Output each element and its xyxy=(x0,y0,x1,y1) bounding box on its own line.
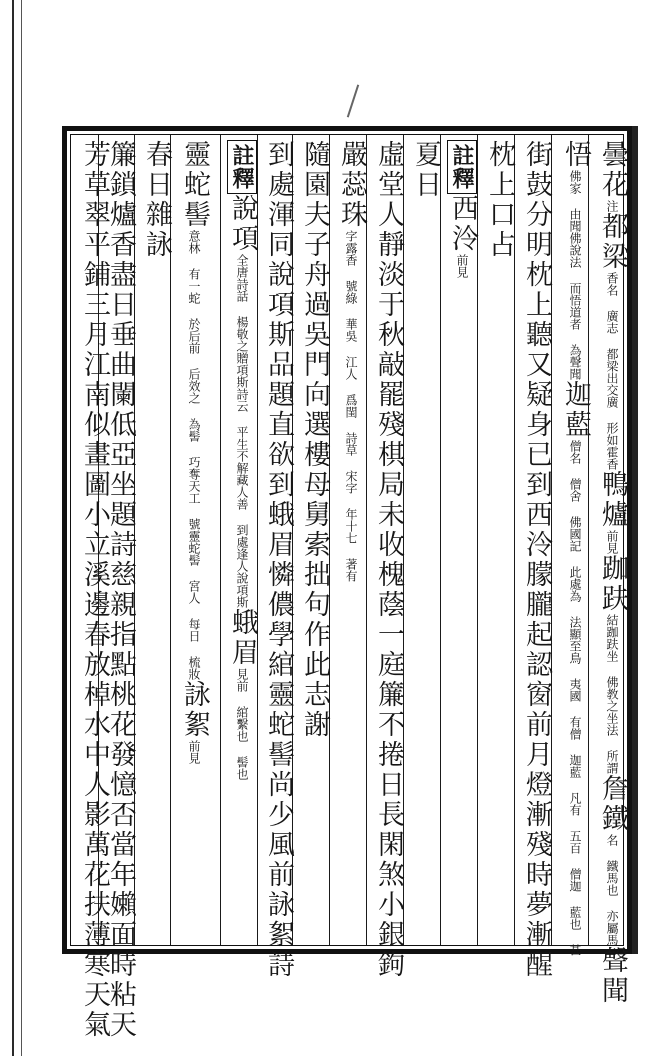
main-text: 西泠 xyxy=(447,194,478,254)
annotation-note: 僧名 僧舍 佛國記 此處為 法顯至鳥 夷國 有僧 迦藍 凡有 五百 僧迦 藍也 甚 xyxy=(568,440,582,956)
binding-edge-line xyxy=(12,0,14,1056)
text-column-6-title xyxy=(405,140,445,940)
main-text: 隨園夫子舟過吳門向選樓母舅索拙句作此志謝 xyxy=(299,140,330,740)
main-text: 詠絮 xyxy=(179,680,210,740)
annotation-note: 見前 綰繫也 髻也 xyxy=(235,668,249,780)
main-text: 嚴蕊珠 xyxy=(336,140,367,230)
annotation-label-box: 註釋 xyxy=(227,140,257,194)
main-text: 迦藍 xyxy=(560,380,591,440)
main-text: 曇花 xyxy=(597,140,628,200)
main-text: 靈蛇髻 xyxy=(179,140,210,230)
right-margin-bar xyxy=(632,126,638,954)
text-column-9 xyxy=(294,140,334,940)
text-column-10 xyxy=(258,140,298,980)
column-rule xyxy=(220,135,221,945)
annotation-note: 前見 xyxy=(455,254,469,278)
main-text: 跏趺 xyxy=(597,554,628,614)
main-text: 春日雜詠 xyxy=(141,140,172,260)
stray-mark xyxy=(347,85,359,118)
main-text: 鴨爐 xyxy=(597,470,628,530)
main-text: 街鼓分明枕上聽又疑身已到西泠朦朧起認窗前月燈漸殘時夢漸醒 xyxy=(521,140,552,980)
annotation-note: 注 xyxy=(605,200,619,212)
main-text: 芳草翠平鋪三月江南似畫圖小立溪邊春放棹水中人影萬花扶 xyxy=(79,140,110,920)
main-text: 都梁 xyxy=(597,212,628,272)
annotation-note: 佛家 由聞佛說法 而悟道者 為聲聞 xyxy=(568,170,582,380)
main-text: 悟 xyxy=(560,140,591,170)
annotation-note: 結跏趺坐 佛教之坐法 所謂 xyxy=(605,614,619,774)
main-text: 薄寒天氣 xyxy=(79,920,110,1040)
main-text: 簾鎖爐香盡日垂曲闌低亞坐題詩慈親指點桃花發憶否當年嬾面時 xyxy=(105,140,136,980)
main-text: 夏日 xyxy=(410,140,441,200)
binding-edge-line-inner xyxy=(21,0,22,1056)
annotation-note: 香名 廣志 都梁出交廣 形如霍香 xyxy=(605,272,619,470)
main-text: 詹鐵 xyxy=(597,774,628,834)
main-text: 聲聞 xyxy=(597,946,628,1006)
text-column-3 xyxy=(516,140,556,980)
text-column-5 xyxy=(442,140,482,940)
text-column-13-title xyxy=(136,140,176,940)
text-column-12 xyxy=(174,140,214,940)
main-text: 虛堂人靜淡于秋敲罷殘棋局未收槐蔭一庭簾不捲日長閑煞小銀鉤 xyxy=(373,140,404,980)
text-column-7 xyxy=(368,140,408,980)
annotation-note: 前見 xyxy=(187,740,201,764)
main-text: 枕上口占 xyxy=(484,140,515,260)
annotation-note: 全唐詩話 楊敬之贈項斯詩云 平生不解藏人善 到處逢人說項斯 xyxy=(235,254,249,608)
text-column-1 xyxy=(592,140,632,1006)
main-text: 粘天 xyxy=(105,980,136,1040)
main-text: 蛾眉 xyxy=(227,608,258,668)
text-column-15 xyxy=(74,140,114,1040)
text-column-11 xyxy=(222,140,262,940)
main-text: 到處渾同說項斯品題直欲到蛾眉憐儂學綰靈蛇髻尚少風前詠絮詩 xyxy=(263,140,294,980)
main-text: 說項 xyxy=(227,194,258,254)
text-column-8 xyxy=(331,140,371,940)
text-column-2 xyxy=(555,140,595,956)
annotation-note: 字露香 號綠 華吳 江人 爲閨 詩草 宋字 年十七 著有 xyxy=(344,230,358,582)
text-column-4-title xyxy=(479,140,519,940)
annotation-note: 名 鐵馬也 亦屬馬 xyxy=(605,834,619,946)
annotation-note: 意林 有一蛇 於后前 后效之 為髻 巧奪天工 號靈蛇髻 宮人 每日 梳妝 xyxy=(187,230,201,680)
annotation-note: 前見 xyxy=(605,530,619,554)
annotation-label-box: 註釋 xyxy=(447,140,477,194)
